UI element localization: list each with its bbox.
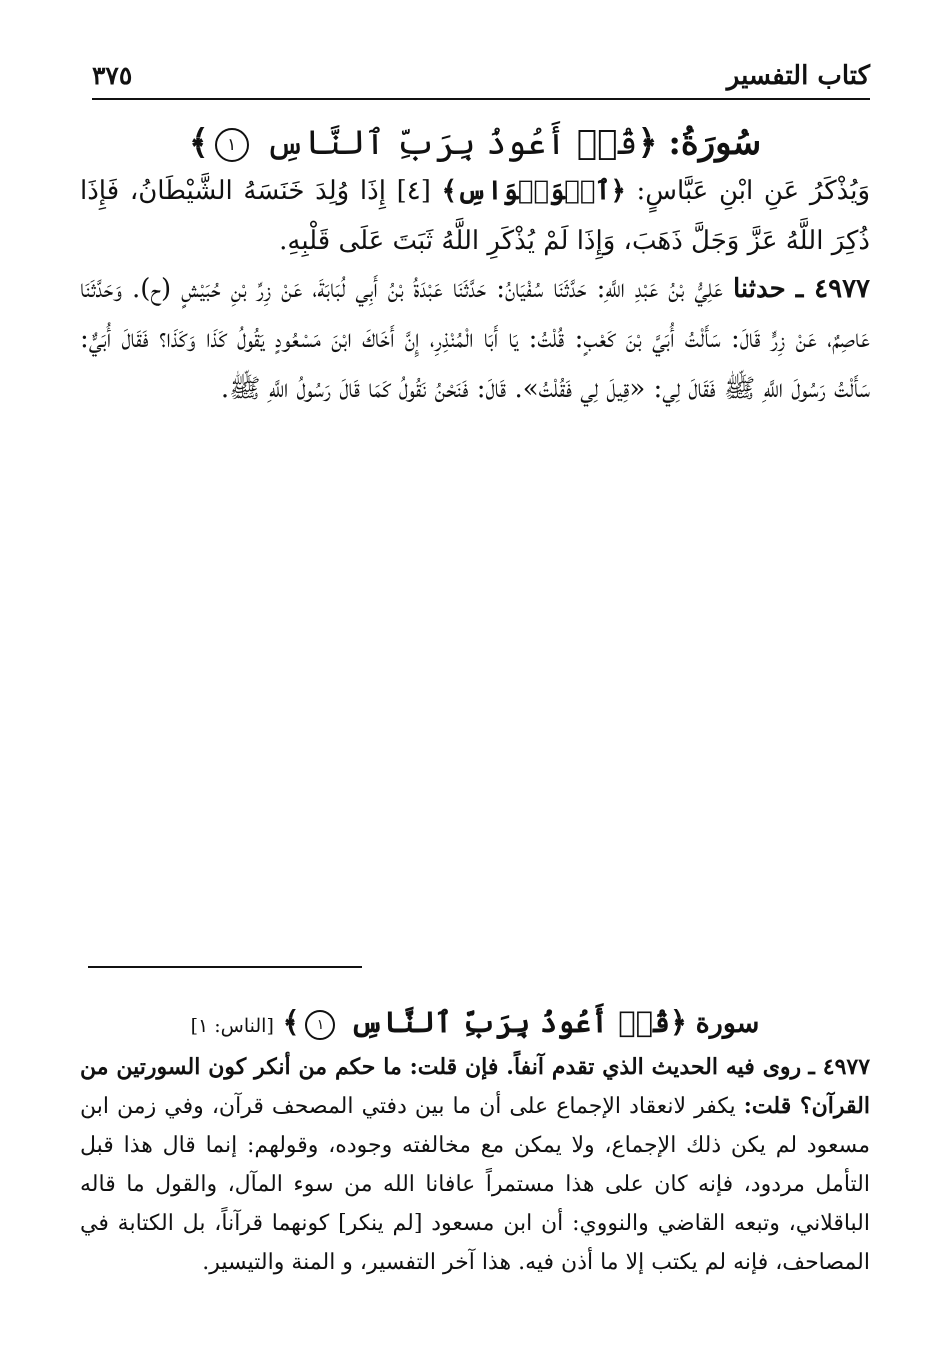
ornate-bracket-open: ﴿: [637, 123, 658, 163]
footnote-verse-marker: ١: [305, 1010, 335, 1040]
footnote-heading: [80, 1000, 870, 1044]
quoted-word: ﴿ٱلۡوَسۡوَاسِ﴾: [441, 176, 626, 206]
header-divider: [92, 98, 870, 100]
footnote-number: ٤٩٧٧ ـ: [808, 1054, 871, 1080]
intro-paragraph: [80, 166, 870, 266]
verse-number-marker: ١: [215, 128, 249, 162]
hadith-lead: حدثنا: [732, 274, 786, 304]
footnote-bracket-close: ﴾: [282, 1005, 300, 1039]
footnote-divider: [88, 966, 362, 968]
book-title: كتاب التفسير: [726, 61, 870, 91]
surah-label: سُورَةُ:: [668, 123, 762, 163]
intro-text-end: إِذَا وُلِدَ خَنَسَهُ الشَّيْطَانُ، فَإِذَا ذُكِرَ اللَّهُ عَزَّ وَجَلَّ ذَهَبَ، وَإِذَا لَمْ يُذْكَرِ اللَّهُ ثَبَتَ عَلَى قَلْبِهِ.: [80, 176, 870, 256]
surah-heading: [80, 116, 870, 170]
surah-ayah: قُلۡ أَعُوذُ بِرَبِّ ٱلنَّاسِ: [265, 123, 638, 163]
hadith-paragraph: [80, 264, 870, 414]
footnote-body: يكفر لانعقاد الإجماع على أن ما بين دفتي المصحف قرآن، وفي زمن ابن مسعود لم يكن ذلك الإجماع، ولا يمكن مع مخالفته وجوده، وقولهم: إنما قال هذا قبل التأمل مردود، فإنه كان على هذا مستمراً عافانا الله من سوء المآل، والقول ما قاله الباقلاني، وتبعه القاضي والنووي: أن ابن مسعود [لم ينكر] كونهما قرآناً، بل الكتابة في المصاحف، فإنه لم يكتب إلا ما أذن فيه. هذا آخر التفسير، و المنة والتيسير.: [80, 1094, 870, 1275]
footnote-bold-intro: روى فيه الحديث الذي تقدم آنفاً. فإن قلت: ما حكم من أنكر كون السورتين من القرآن؟ قلت:: [80, 1054, 870, 1119]
verse-reference: [٤]: [396, 176, 431, 206]
footnote-surah-word: سورة: [695, 1008, 760, 1039]
intro-text-start: وَيُذْكَرُ عَنِ ابْنِ عَبَّاسٍ:: [636, 176, 871, 206]
footnote-surah-reference: [الناس: ١]: [190, 1015, 274, 1037]
footnote-paragraph: [80, 1048, 870, 1282]
page-number: ٣٧٥: [92, 61, 133, 90]
hadith-number: ٤٩٧٧ ـ: [795, 274, 871, 304]
hadith-text: عَلِيُّ بْنُ عَبْدِ اللَّهِ: حَدَّثَنَا سُفْيَانُ: حَدَّثَنَا عَبْدَةُ بْنُ أَبِي لُبَابَةَ، عَنْ زِرِّ بْنِ حُبَيْشٍ (ح). وَحَدَّثَنَا عَاصِمٌ، عَنْ زِرٍّ قَالَ: سَأَلْتُ أُبَيَّ بْنَ كَعْبٍ: قُلْتُ: يَا أَبَا الْمُنْذِرِ، إِنَّ أَخَاكَ ابْنَ مَسْعُودٍ يَقُولُ كَذَا وَكَذَا؟ فَقَالَ أُبَيٌّ: سَأَلْتُ رَسُولَ اللَّهِ ﷺ فَقَالَ لِي: «قِيلَ لِي فَقُلْتُ». قَالَ: فَنَحْنُ نَقُولُ كَمَا قَالَ رَسُولُ اللَّهِ ﷺ.: [80, 274, 870, 404]
running-header: [92, 56, 870, 96]
footnote-bracket-open: ﴿: [670, 1005, 688, 1039]
footnote-ayah: قُلۡ أَعُوذُ بِرَبِّ ٱلنَّاسِ: [350, 1005, 671, 1039]
ornate-bracket-close: ﴾: [188, 123, 209, 163]
